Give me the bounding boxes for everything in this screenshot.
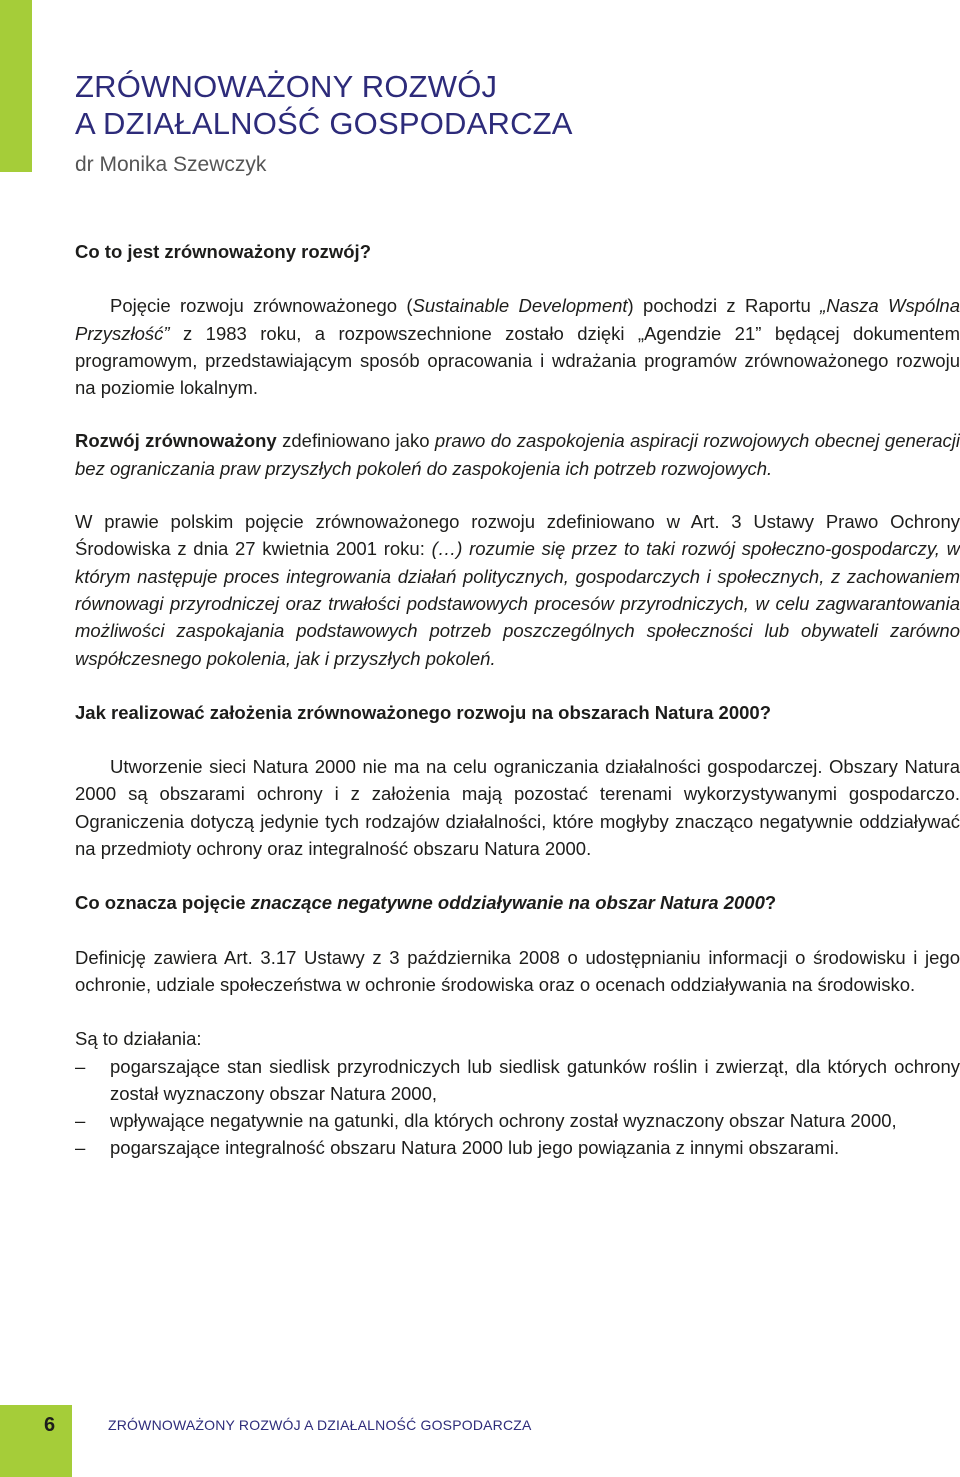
document-title bbox=[75, 68, 573, 142]
page-number: 6 bbox=[44, 1414, 56, 1436]
author: dr Monika Szewczyk bbox=[75, 153, 267, 176]
footer-accent-box bbox=[0, 1405, 72, 1477]
list-item: – wpływające negatywnie na gatunki, dla których ochrony został wyznaczony obszar Natura 2000, bbox=[75, 1110, 897, 1132]
list-item: – pogarszające stan siedlisk przyrodniczych lub siedlisk gatunków roślin i zwierząt, dla których ochrony został wyznaczony obszar Natura 2000, bbox=[75, 1055, 960, 1104]
paragraph-definition-source: Definicję zawiera Art. 3.17 Ustawy z 3 października 2008 o udostępnianiu informacji o środowisku i jego ochronie, udziale społeczeństwa w ochronie środowiska oraz o ocenach oddziaływania na środowisko. bbox=[75, 946, 960, 995]
section-heading-3: Co oznacza pojęcie znaczące negatywne oddziaływanie na obszar Natura 2000? bbox=[75, 892, 777, 914]
accent-bar bbox=[0, 0, 32, 172]
paragraph-definition-origin: Pojęcie rozwoju zrównoważonego (Sustainable Development) pochodzi z Raportu „Nasza Wspólna Przyszłość” z 1983 roku, a rozpowszechnione zostało dzięki „Agendzie 21” będącej dokumentem programowym, przedstawiającym sposób opracowania i wdrażania programów zrównoważonego rozwoju na poziomie lokalnym. bbox=[75, 295, 960, 399]
main-content bbox=[75, 238, 960, 1162]
activities-list bbox=[75, 1053, 960, 1162]
title-line-1: ZRÓWNOWAŻONY ROZWÓJ bbox=[75, 69, 498, 104]
paragraph-definition: Rozwój zrównoważony zdefiniowano jako prawo do zaspokojenia aspiracji rozwojowych obecnej generacji bez ograniczania praw przyszłych pokoleń do zaspokojenia ich potrzeb rozwojowych. bbox=[75, 430, 960, 479]
list-item: – pogarszające integralność obszaru Natura 2000 lub jego powiązania z innymi obszarami. bbox=[75, 1137, 840, 1159]
section-heading-2: Jak realizować założenia zrównoważonego rozwoju na obszarach Natura 2000? bbox=[75, 701, 771, 723]
title-line-2: A DZIAŁALNOŚĆ GOSPODARCZA bbox=[75, 106, 573, 141]
paragraph-law-definition: W prawie polskim pojęcie zrównoważonego rozwoju zdefiniowano w Art. 3 Ustawy Prawo Ochrony Środowiska z dnia 27 kwietnia 2001 roku: (…) rozumie się przez to taki rozwój społeczno-gospodarczy, w którym następuje proces integrowania działań politycznych, gospodarczych i społecznych, z zachowaniem równowagi przyrodniczej oraz trwałości podstawowych procesów przyrodniczych, w celu zagwarantowania możliwości zaspokajania podstawowych potrzeb poszczególnych społeczności lub obywateli zarówno współczesnego pokolenia, jak i przyszłych pokoleń. bbox=[75, 511, 960, 669]
section-heading-1: Co to jest zrównoważony rozwój? bbox=[75, 241, 371, 262]
running-footer-title: ZRÓWNOWAŻONY ROZWÓJ A DZIAŁALNOŚĆ GOSPODARCZA bbox=[108, 1417, 532, 1433]
paragraph-natura-2000: Utworzenie sieci Natura 2000 nie ma na celu ograniczania działalności gospodarczej. Obszary Natura 2000 są obszarami ochrony i z założenia mają pozostać terenami wykorzystywanymi gospodarczo. Ograniczenia dotyczą jedynie tych rodzajów działalności, które mogłyby znacząco negatywnie oddziaływać na przedmioty ochrony oraz integralność obszaru Natura 2000. bbox=[75, 756, 960, 860]
list-intro: Są to działania: bbox=[75, 1028, 202, 1050]
